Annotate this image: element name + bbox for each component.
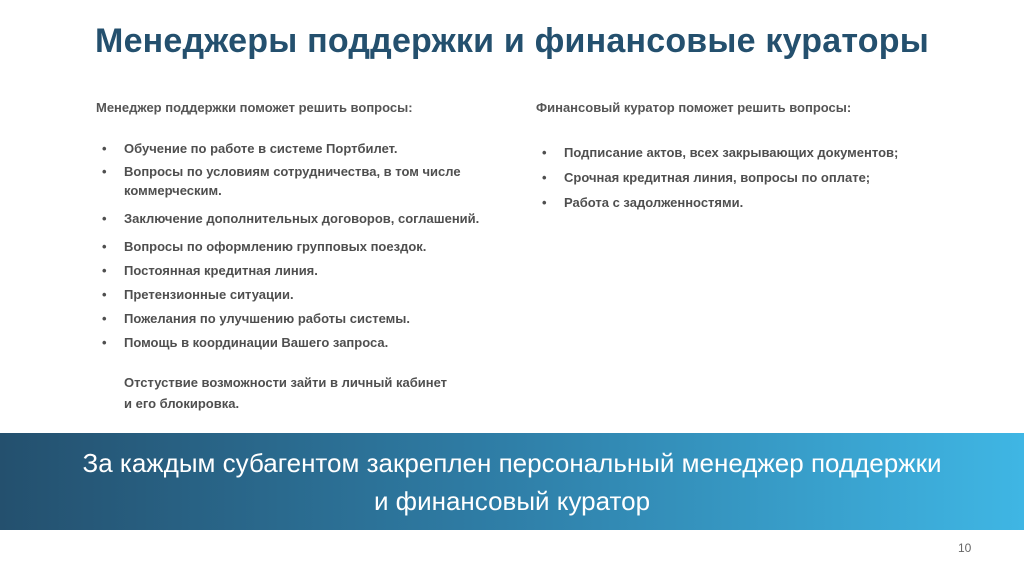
list-item: • Вопросы по оформлению групповых поездок. [96, 237, 496, 256]
financial-curator-list [536, 143, 956, 212]
banner-line1: За каждым субагентом закреплен персональный менеджер поддержки [82, 447, 942, 478]
page-number: 10 [958, 541, 972, 555]
list-item: • Претензионные ситуации. [96, 285, 496, 304]
support-manager-heading: Менеджер поддержки поможет решить вопросы: [96, 100, 413, 115]
list-item: • Подписание актов, всех закрывающих документов; [536, 143, 956, 162]
financial-curator-column [536, 100, 956, 218]
list-item: • Обучение по работе в системе Портбилет. [96, 139, 496, 158]
banner-line2: и финансовый куратор [373, 485, 651, 516]
support-manager-column [96, 100, 496, 414]
slide-title: Менеджеры поддержки и финансовые кураторы [95, 22, 929, 60]
list-item: • Работа с задолженностями. [536, 193, 956, 212]
info-banner [0, 433, 1024, 530]
support-manager-list [96, 139, 496, 352]
financial-curator-heading: Финансовый куратор поможет решить вопросы: [536, 100, 852, 115]
list-item: • Вопросы по условиям сотрудничества, в том числе коммерческим. [96, 162, 496, 200]
list-item: • Срочная кредитная линия, вопросы по оплате; [536, 168, 956, 187]
list-item: • Пожелания по улучшению работы системы. [96, 309, 496, 328]
account-access-note-line1: Отстуствие возможности зайти в личный кабинет [124, 375, 448, 390]
account-access-note [96, 372, 496, 414]
list-item: • Заключение дополнительных договоров, соглашений. [96, 209, 496, 228]
account-access-note-line2: и его блокировка. [124, 396, 240, 411]
list-item: • Помощь в координации Вашего запроса. [96, 333, 496, 352]
list-item: • Постоянная кредитная линия. [96, 261, 496, 280]
